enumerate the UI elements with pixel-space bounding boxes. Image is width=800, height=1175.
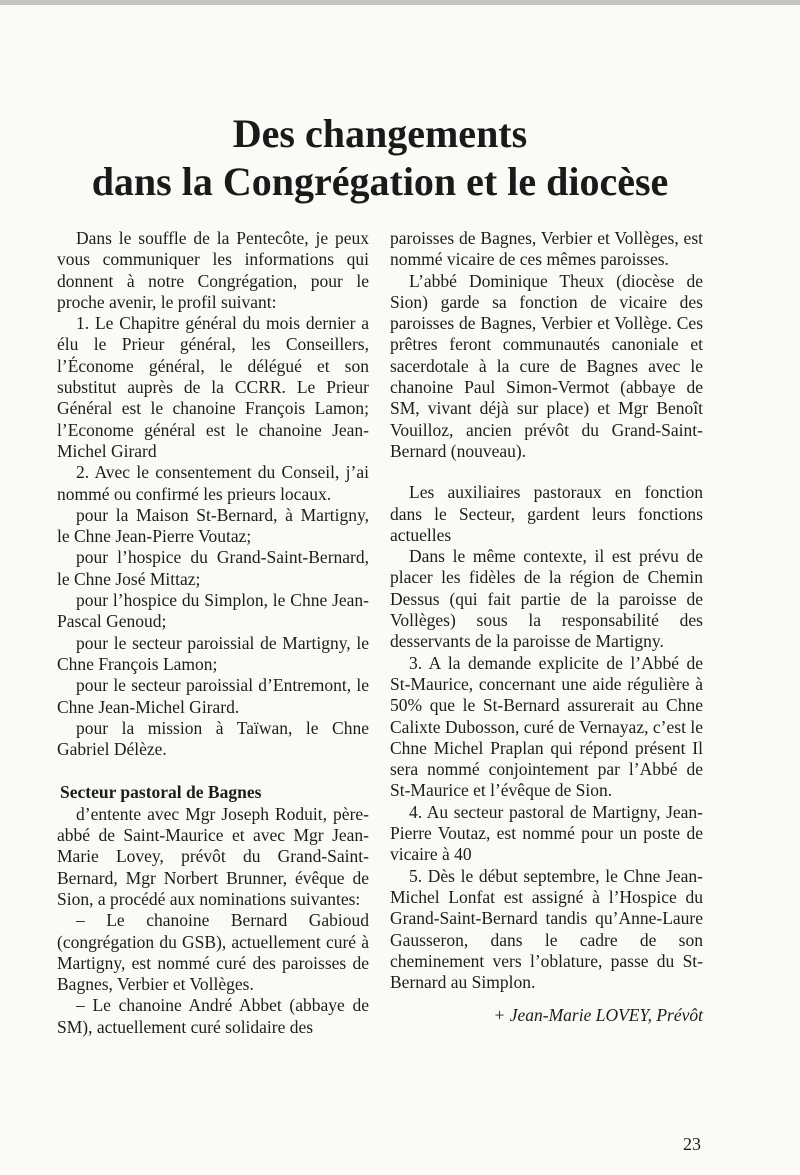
- page-top-border: [0, 0, 800, 5]
- paragraph: d’entente avec Mgr Joseph Roduit, père-abbé de Saint-Maurice et avec Mgr Jean-Marie Lovey, prévôt du Grand-Saint-Bernard, Mgr Norbert Brunner, évêque de Sion, a procédé aux nominations suivantes:: [57, 803, 369, 909]
- paragraph: – Le chanoine Bernard Gabioud (congrégation du GSB), actuellement curé à Martigny, est nommé curé des paroisses de Bagnes, Verbier et Vollèges.: [57, 910, 369, 995]
- paragraph: pour l’hospice du Simplon, le Chne Jean-Pascal Genoud;: [57, 590, 369, 632]
- paragraph: 5. Dès le début septembre, le Chne Jean-Michel Lonfat est assigné à l’Hospice du Grand-Saint-Bernard tandis qu’Anne-Laure Gausseron, dans le cadre de son cheminement vers l’oblature, passe du St-Bernard au Simplon.: [390, 865, 703, 993]
- paragraph: paroisses de Bagnes, Verbier et Vollèges, est nommé vicaire de ces mêmes paroisses.: [390, 228, 703, 270]
- section-heading: Secteur pastoral de Bagnes: [60, 782, 262, 803]
- paragraph: Dans le souffle de la Pentecôte, je peux vous communiquer les informations qui donnent à notre Congrégation, pour le proche avenir, le profil suivant:: [57, 228, 369, 312]
- paragraph: 3. A la demande explicite de l’Abbé de St-Maurice, concernant une aide régulière à 50% que le St-Bernard assurerait au Chne Calixte Dubosson, curé de Vernayaz, c’est le Chne Michel Praplan qui répond présent Il sera nommé conjointement par l’Abbé de St-Maurice et l’évêque de Sion.: [390, 652, 703, 801]
- paragraph: pour l’hospice du Grand-Saint-Bernard, le Chne José Mittaz;: [57, 547, 369, 589]
- paragraph: Les auxiliaires pastoraux en fonction dans le Secteur, gardent leurs fonctions actuelles: [390, 482, 703, 545]
- paragraph: pour la mission à Taïwan, le Chne Gabriel Délèze.: [57, 717, 369, 760]
- paragraph: 2. Avec le consentement du Conseil, j’ai nommé ou confirmé les prieurs locaux.: [57, 462, 369, 504]
- page-number: 23: [683, 1134, 701, 1154]
- paragraph: – Le chanoine André Abbet (abbaye de SM), actuellement curé solidaire des: [57, 995, 369, 1037]
- title-line-1: Des changements: [232, 111, 528, 156]
- paragraph: pour le secteur paroissial de Martigny, le Chne François Lamon;: [57, 632, 369, 674]
- paragraph: 1. Le Chapitre général du mois dernier a élu le Prieur général, les Conseillers, l’Économe général, le délégué et son substitut auprès de la CCRR. Le Prieur Général est le chanoine François Lamon; l’Econome général est le chanoine Jean-Michel Girard: [57, 313, 369, 461]
- right-column: [390, 228, 703, 1027]
- title-line-2: dans la Congrégation et le diocèse: [91, 159, 669, 204]
- left-column: [57, 228, 369, 1038]
- signature: + Jean-Marie LOVEY, Prévôt: [493, 1005, 703, 1026]
- paragraph: pour la Maison St-Bernard, à Martigny, le Chne Jean-Pierre Voutaz;: [57, 504, 369, 547]
- paragraph: pour le secteur paroissial d’Entremont, le Chne Jean-Michel Girard.: [57, 675, 369, 717]
- paragraph: Dans le même contexte, il est prévu de placer les fidèles de la région de Chemin Dessus (qui fait partie de la paroisse de Vollèges) sous la responsabilité des desservants de la paroisse de Martigny.: [390, 546, 703, 652]
- paragraph: 4. Au secteur pastoral de Martigny, Jean-Pierre Voutaz, est nommé pour un poste de vicaire à 40: [390, 801, 703, 865]
- paragraph: L’abbé Dominique Theux (diocèse de Sion) garde sa fonction de vicaire des paroisses de Bagnes, Verbier et Vollège. Ces prêtres feront communautés canoniale et sacerdotale à la cure de Bagnes avec le chanoine Paul Simon-Vermot (abbaye de SM, vivant déjà sur place) et Mgr Benoît Vouilloz, ancien prévôt du Grand-Saint-Bernard (nouveau).: [390, 270, 703, 461]
- article-title: [0, 110, 760, 206]
